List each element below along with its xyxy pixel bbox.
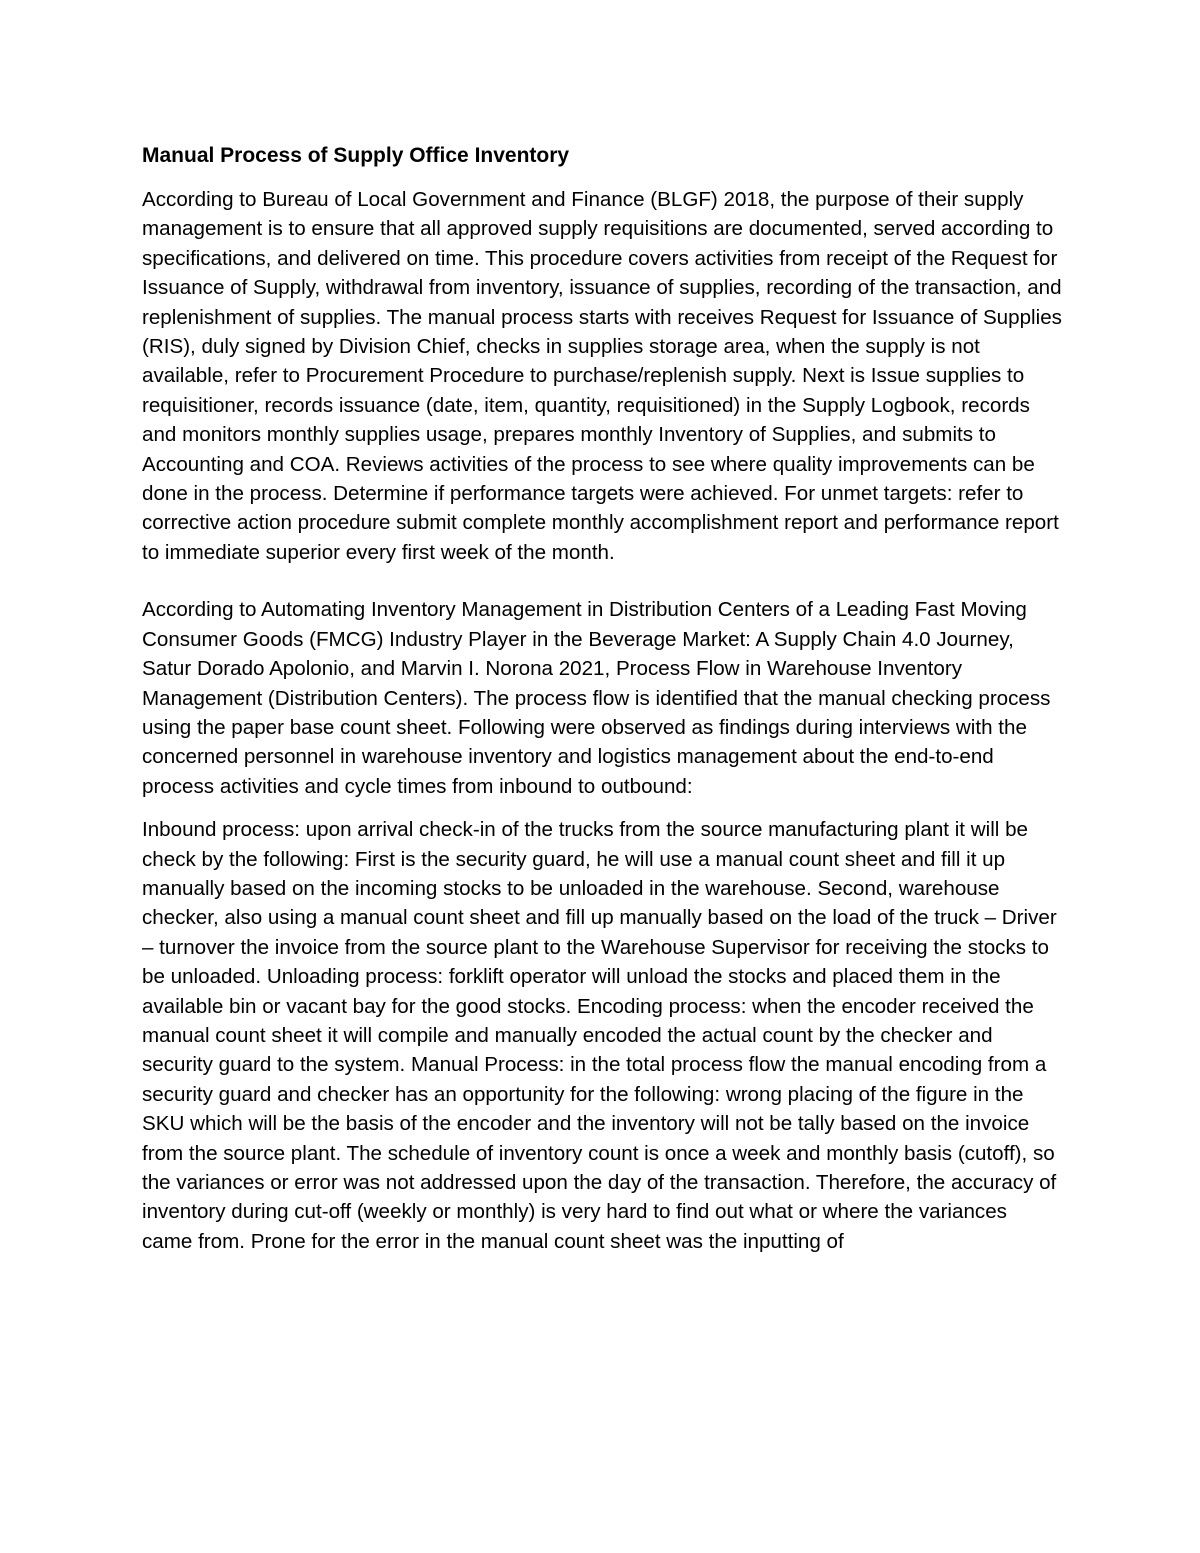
document-page — [142, 141, 1062, 1256]
document-title: Manual Process of Supply Office Inventory — [142, 144, 570, 167]
paragraph-inbound-process: Inbound process: upon arrival check-in of the trucks from the source manufacturing plant it will be check by the following: First is the security guard, he will use a manual count sheet and fill it up manually based on the incoming stocks to be unloaded in the warehouse. Second, warehouse checker, also using a manual count sheet and fill up manually based on the load of the truck – Driver – turnover the invoice from the source plant to the Warehouse Supervisor for receiving the stocks to be unloaded. Unloading process: forklift operator will unload the stocks and placed them in the available bin or vacant bay for the good stocks. Encoding process: when the encoder received the manual count sheet it will compile and manually encoded the actual count by the checker and security guard to the system. Manual Process: in the total process flow the manual encoding from a security guard and checker has an opportunity for the following: wrong placing of the figure in the SKU which will be the basis of the encoder and the inventory will not be tally based on the invoice from the source plant. The schedule of inventory count is once a week and monthly basis (cutoff), so the variances or error was not addressed upon the day of the transaction. Therefore, the accuracy of inventory during cut-off (weekly or monthly) is very hard to find out what or where the variances came from. Prone for the error in the manual count sheet was the inputting of — [142, 818, 1057, 1253]
paragraph-blgf-supply-management: According to Bureau of Local Government and Finance (BLGF) 2018, the purpose of their supply management is to ensure that all approved supply requisitions are documented, served according to specifications, and delivered on time. This procedure covers activities from receipt of the Request for Issuance of Supply, withdrawal from inventory, issuance of supplies, recording of the transaction, and replenishment of supplies. The manual process starts with receives Request for Issuance of Supplies (RIS), duly signed by Division Chief, checks in supplies storage area, when the supply is not available, refer to Procurement Procedure to purchase/replenish supply. Next is Issue supplies to requisitioner, records issuance (date, item, quantity, requisitioned) in the Supply Logbook, records and monitors monthly supplies usage, prepares monthly Inventory of Supplies, and submits to Accounting and COA. Reviews activities of the process to see where quality improvements can be done in the process. Determine if performance targets were achieved. For unmet targets: refer to corrective action procedure submit complete monthly accomplishment report and performance report to immediate superior every first week of the month. — [142, 188, 1062, 564]
paragraph-fmcg-inventory-study: According to Automating Inventory Management in Distribution Centers of a Leading Fast Moving Consumer Goods (FMCG) Industry Player in the Beverage Market: A Supply Chain 4.0 Journey, Satur Dorado Apolonio, and Marvin I. Norona 2021, Process Flow in Warehouse Inventory Management (Distribution Centers). The process flow is identified that the manual checking process using the paper base count sheet. Following were observed as findings during interviews with the concerned personnel in warehouse inventory and logistics management about the end-to-end process activities and cycle times from inbound to outbound: — [142, 598, 1051, 798]
